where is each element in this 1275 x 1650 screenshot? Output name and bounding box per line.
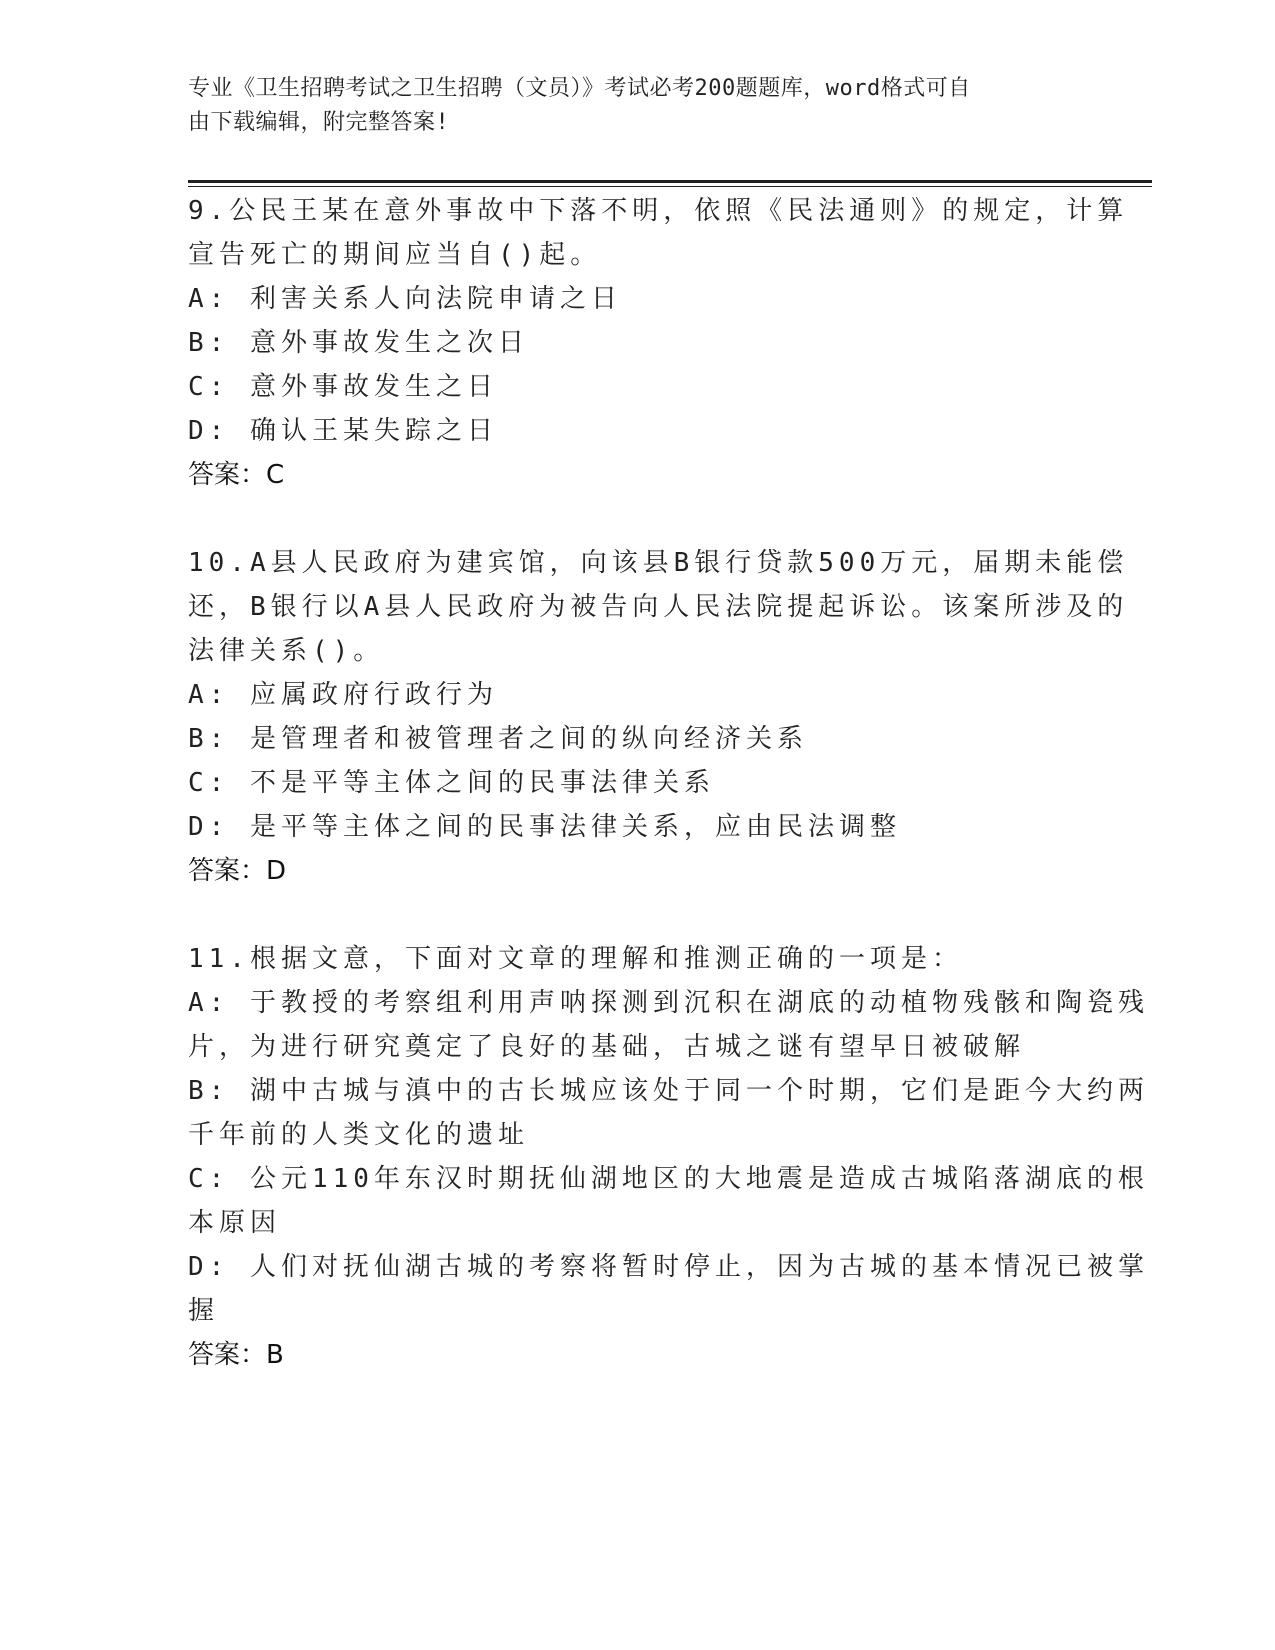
q11-answer: 答案：B (188, 1340, 284, 1370)
header-divider-thick (188, 180, 1152, 183)
q11-option-a-line-2: 片，为进行研究奠定了良好的基础，古城之谜有望早日被破解 (188, 1032, 1026, 1062)
q9-stem-line-1: 9.公民王某在意外事故中下落不明，依照《民法通则》的规定，计算 (188, 196, 1129, 226)
q11-option-c-line-2: 本原因 (188, 1208, 282, 1238)
q9-option-c: C: 意外事故发生之日 (188, 372, 498, 402)
q11-option-a-line-1: A: 于教授的考察组利用声呐探测到沉积在湖底的动植物残骸和陶瓷残 (188, 988, 1149, 1018)
q11-stem-line-1: 11.根据文意，下面对文章的理解和推测正确的一项是： (188, 944, 963, 974)
header-divider-thin (188, 186, 1152, 187)
q10-stem-line-3: 法律关系()。 (188, 636, 385, 666)
q11-option-b-line-2: 千年前的人类文化的遗址 (188, 1120, 530, 1150)
q11-option-d-line-2: 握 (188, 1296, 220, 1326)
q9-stem-line-2: 宣告死亡的期间应当自()起。 (188, 240, 602, 270)
q11-option-c-line-1: C: 公元110年东汉时期抚仙湖地区的大地震是造成古城陷落湖底的根 (188, 1164, 1149, 1194)
q10-option-b: B: 是管理者和被管理者之间的纵向经济关系 (188, 724, 808, 754)
q9-option-b: B: 意外事故发生之次日 (188, 328, 529, 358)
q9-option-a: A: 利害关系人向法院申请之日 (188, 284, 622, 314)
q9-option-d: D: 确认王某失踪之日 (188, 416, 498, 446)
q10-option-d: D: 是平等主体之间的民事法律关系，应由民法调整 (188, 812, 901, 842)
header-line-2: 由下载编辑，附完整答案! (188, 110, 450, 135)
q10-option-a: A: 应属政府行政行为 (188, 680, 498, 710)
q11-option-b-line-1: B: 湖中古城与滇中的古长城应该处于同一个时期，它们是距今大约两 (188, 1076, 1149, 1106)
q10-stem-line-2: 还，B银行以A县人民政府为被告向人民法院提起诉讼。该案所涉及的 (188, 592, 1129, 622)
q10-option-c: C: 不是平等主体之间的民事法律关系 (188, 768, 715, 798)
document-header (188, 72, 1068, 140)
q10-stem-line-1: 10.A县人民政府为建宾馆，向该县B银行贷款500万元，届期未能偿 (188, 548, 1129, 578)
header-line-1: 专业《卫生招聘考试之卫生招聘（文员）》考试必考200题题库，word格式可自 (188, 76, 971, 101)
q11-option-d-line-1: D: 人们对抚仙湖古城的考察将暂时停止，因为古城的基本情况已被掌 (188, 1252, 1149, 1282)
q10-answer: 答案：D (188, 856, 287, 886)
q9-answer: 答案：C (188, 460, 285, 490)
